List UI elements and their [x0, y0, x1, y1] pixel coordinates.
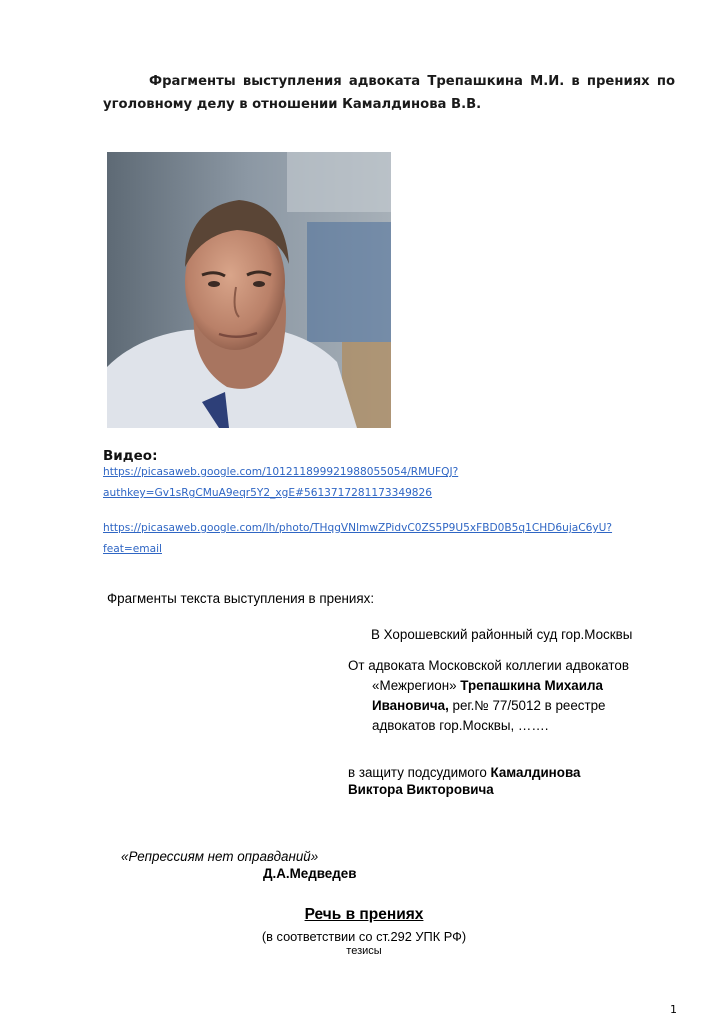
speech-subtitle: (в соответствии со ст.292 УПК РФ) — [261, 929, 467, 944]
video-link-1-part-2[interactable]: authkey=Gv1sRgCMuA9eqr5Y2_xgE#5613717281173349826 — [103, 487, 433, 499]
speech-theses: тезисы — [346, 945, 382, 957]
speech-title: Речь в прениях — [304, 906, 424, 923]
from-line-3 — [372, 696, 606, 715]
video-link-2-part-2[interactable]: feat=email — [103, 543, 162, 555]
from-line-4: адвокатов гор.Москвы, ……. — [372, 718, 549, 733]
page-number: 1 — [670, 1003, 677, 1016]
video-link-2-part-1[interactable]: https://picasaweb.google.com/lh/photo/THqgVNlmwZPidvC0ZS5P9U5xFBD0B5q1CHD6ujaC6yU? — [103, 522, 613, 534]
defense-prefix: в защиту подсудимого — [348, 765, 491, 780]
attorney-name: Трепашкина Михаила — [460, 678, 603, 693]
defendant-surname: Камалдинова — [490, 765, 581, 780]
document-heading — [103, 70, 675, 116]
from-line-2-org: «Межрегион» — [372, 678, 461, 693]
registry-number: рег.№ 77/5012 в реестре — [448, 698, 606, 713]
portrait-illustration — [107, 152, 391, 428]
fragments-intro: Фрагменты текста выступления в прениях: — [107, 591, 375, 606]
portrait-photo — [107, 152, 391, 428]
video-label: Видео: — [103, 448, 158, 464]
video-link-1-part-1[interactable]: https://picasaweb.google.com/101211899921988055054/RMUFQJ? — [103, 466, 459, 478]
heading-line-2: уголовному делу в отношении Камалдинова В.В. — [103, 97, 482, 112]
heading-line-1: Фрагменты выступления адвоката Трепашкина М.И. в прениях по — [149, 74, 675, 89]
epigraph-author: Д.А.Медведев — [263, 866, 357, 881]
epigraph-quote: «Репрессиям нет оправданий» — [121, 849, 319, 864]
defendant-name: Виктора Викторовича — [348, 782, 494, 797]
court-addressee: В Хорошевский районный суд гор.Москвы — [371, 627, 633, 642]
attorney-patronymic: Ивановича, — [372, 698, 449, 713]
from-line-2 — [372, 676, 603, 695]
from-line-1: От адвоката Московской коллегии адвокатов — [348, 658, 629, 673]
